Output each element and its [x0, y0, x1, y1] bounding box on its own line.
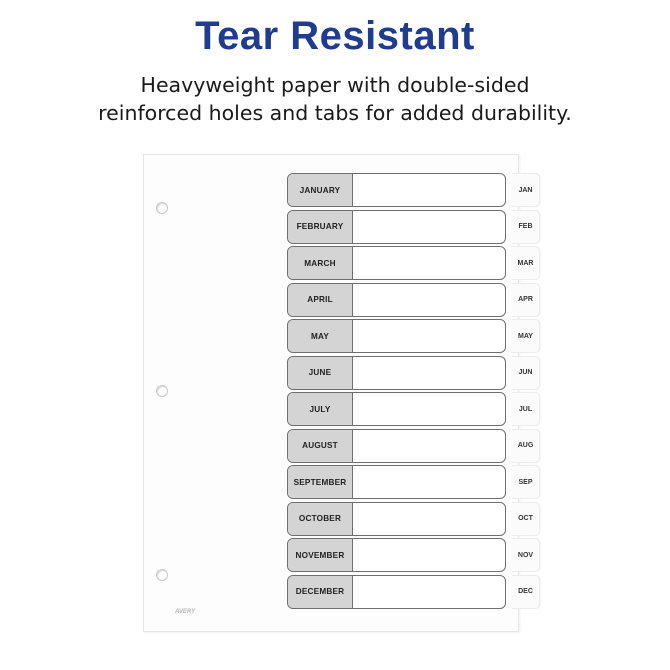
tab-sep[interactable]: SEP — [512, 465, 540, 499]
toc-label: JUNE — [288, 357, 353, 389]
side-tabs — [512, 173, 540, 611]
headline: Tear Resistant — [195, 14, 475, 58]
toc-row[interactable] — [287, 283, 506, 317]
subline-1: Heavyweight paper with double-sided — [140, 73, 530, 97]
toc-row[interactable] — [287, 319, 506, 353]
toc-row[interactable] — [287, 392, 506, 426]
tab-nov[interactable]: NOV — [512, 538, 540, 572]
brand-logo: AVERY — [175, 609, 196, 615]
tab-may[interactable]: MAY — [512, 319, 540, 353]
toc-label: NOVEMBER — [288, 539, 353, 571]
tab-oct[interactable]: OCT — [512, 502, 540, 536]
toc-label: DECEMBER — [288, 576, 353, 608]
toc-label: FEBRUARY — [288, 211, 353, 243]
tab-jan[interactable]: JAN — [512, 173, 540, 207]
toc-label: APRIL — [288, 284, 353, 316]
toc-label: SEPTEMBER — [288, 466, 353, 498]
toc-label: MAY — [288, 320, 353, 352]
tab-mar[interactable]: MAR — [512, 246, 540, 280]
toc-label: JULY — [288, 393, 353, 425]
table-of-contents — [287, 173, 506, 611]
subline-2: reinforced holes and tabs for added durability. — [98, 101, 572, 125]
toc-row[interactable] — [287, 246, 506, 280]
toc-row[interactable] — [287, 173, 506, 207]
punch-hole-bottom — [156, 569, 168, 581]
toc-label: JANUARY — [288, 174, 353, 206]
tab-jun[interactable]: JUN — [512, 356, 540, 390]
toc-row[interactable] — [287, 210, 506, 244]
toc-row[interactable] — [287, 538, 506, 572]
punch-hole-middle — [156, 385, 168, 397]
toc-row[interactable] — [287, 575, 506, 609]
punch-hole-top — [156, 202, 168, 214]
tab-aug[interactable]: AUG — [512, 429, 540, 463]
tab-dec[interactable]: DEC — [512, 575, 540, 609]
toc-label: OCTOBER — [288, 503, 353, 535]
toc-row[interactable] — [287, 429, 506, 463]
toc-label: AUGUST — [288, 430, 353, 462]
toc-row[interactable] — [287, 356, 506, 390]
toc-row[interactable] — [287, 502, 506, 536]
tab-jul[interactable]: JUL — [512, 392, 540, 426]
toc-row[interactable] — [287, 465, 506, 499]
tab-apr[interactable]: APR — [512, 283, 540, 317]
tab-feb[interactable]: FEB — [512, 210, 540, 244]
toc-label: MARCH — [288, 247, 353, 279]
